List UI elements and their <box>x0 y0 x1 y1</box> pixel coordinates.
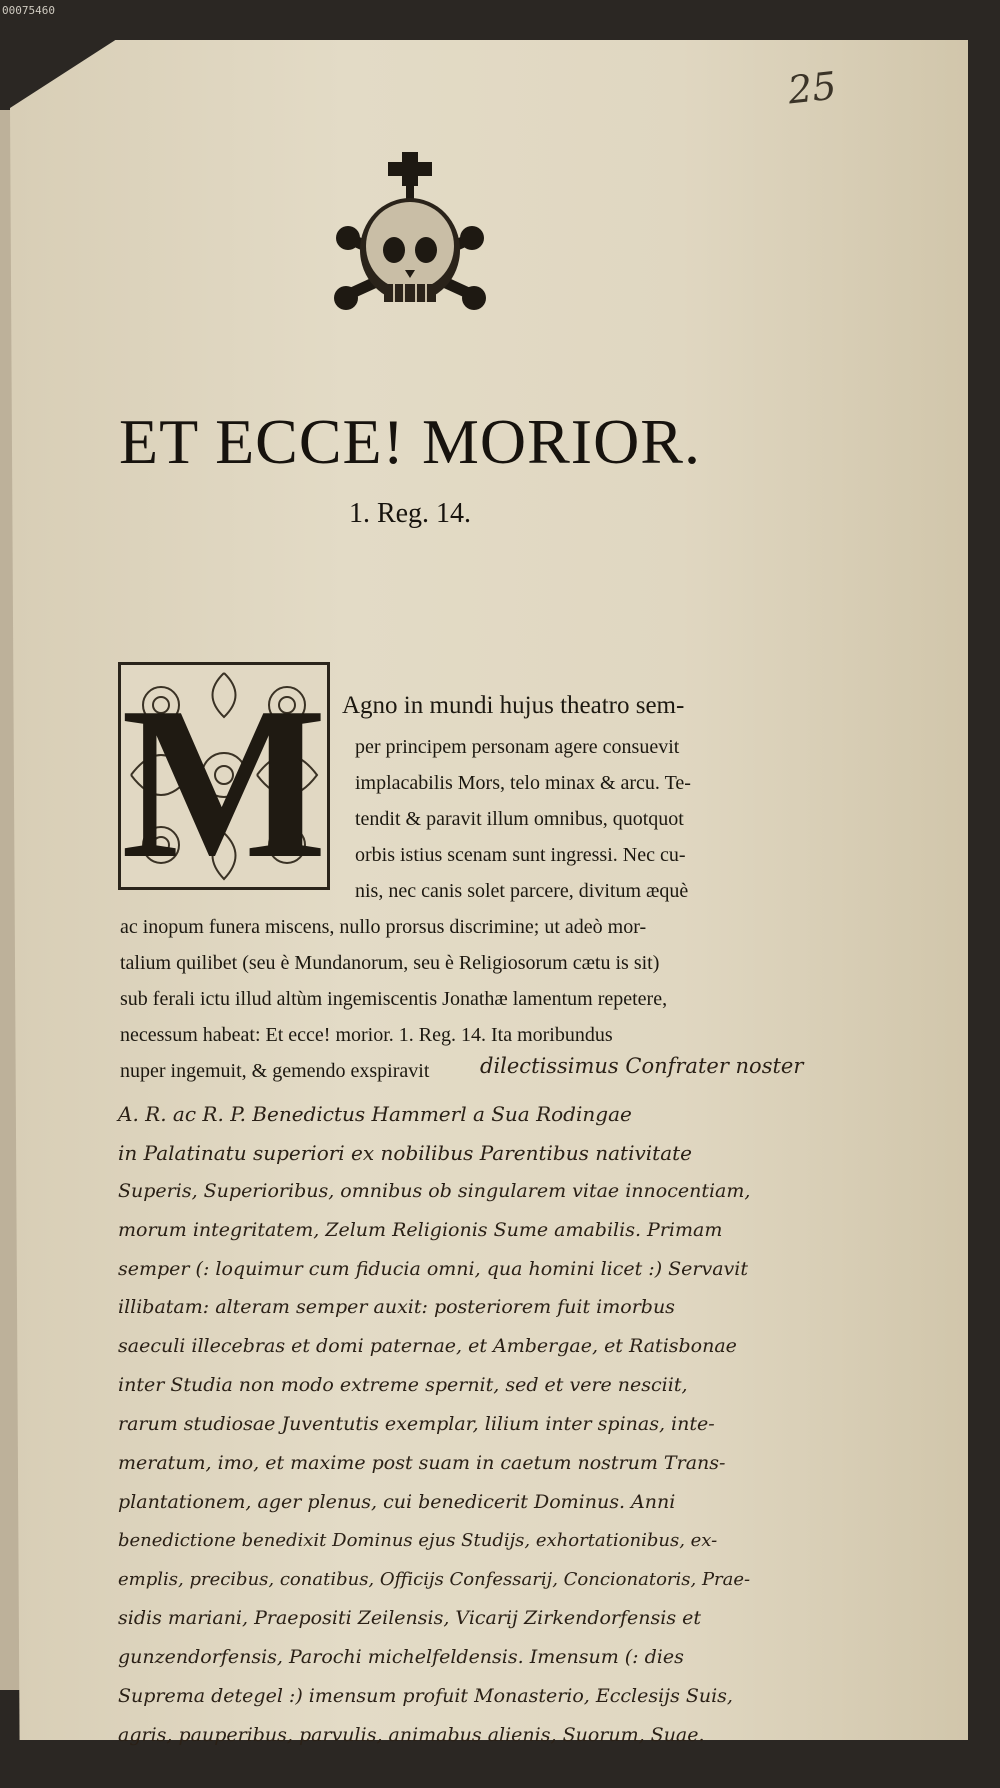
printed-line: talium quilibet (seu è Mundanorum, seu è Religiosorum cætu is sit) <box>120 952 660 974</box>
handwritten-line: morum integritatem, Zelum Religionis Sume amabilis. Primam <box>118 1219 723 1241</box>
handwritten-line: sidis mariani, Praepositi Zeilensis, Vicarij Zirkendorfensis et <box>118 1607 702 1629</box>
scripture-reference: 1. Reg. 14. <box>348 498 472 529</box>
handwritten-line: agris, pauperibus, parvulis, animabus alienis, Suorum, Suae. <box>118 1724 705 1746</box>
handwritten-line: rarum studiosae Juventutis exemplar, lilium inter spinas, inte- <box>118 1413 715 1435</box>
handwritten-line: in Palatinatu superiori ex nobilibus Parentibus nativitate <box>118 1141 693 1165</box>
page-title: ET ECCE! MORIOR. <box>119 406 701 477</box>
handwritten-line: gunzendorfensis, Parochi michelfeldensis. Imensum (: dies <box>118 1646 684 1668</box>
handwritten-line: meratum, imo, et maxime post suam in caetum nostrum Trans- <box>118 1452 726 1474</box>
printed-line: nis, nec canis solet parcere, divitum æquè <box>355 880 689 902</box>
handwritten-line: semper (: loquimur cum fiducia omni, qua homini licet :) Servavit <box>118 1258 749 1280</box>
printed-line: per principem personam agere consuevit <box>355 736 680 758</box>
handwritten-line: inter Studia non modo extreme spernit, sed et vere nesciit, <box>118 1374 688 1396</box>
printed-line: sub ferali ictu illud altùm ingemiscentis Jonathæ lamentum repetere, <box>120 988 668 1010</box>
skull-crossbones-emblem <box>310 150 510 350</box>
handwritten-line: Superis, Superioribus, omnibus ob singularem vitae innocentiam, <box>118 1180 751 1202</box>
printed-line: ac inopum funera miscens, nullo prorsus discrimine; ut adeò mor- <box>120 916 647 938</box>
scan-id-label: 00075460 <box>2 4 55 17</box>
handwritten-line: saeculi illecebras et domi paternae, et Ambergae, et Ratisbonae <box>118 1335 737 1357</box>
handwritten-line: illibatam: alteram semper auxit: posteriorem fuit imorbus <box>118 1296 675 1318</box>
printed-line: necessum habeat: Et ecce! morior. 1. Reg. 14. Ita moribundus <box>120 1024 613 1046</box>
printed-line: tendit & paravit illum omnibus, quotquot <box>355 808 684 830</box>
handwritten-line: dilectissimus Confrater noster <box>480 1054 804 1078</box>
initial-letter: M <box>121 663 327 904</box>
folio-number: 25 <box>785 63 839 113</box>
decorated-initial-m <box>118 662 330 904</box>
handwritten-line: plantationem, ager plenus, cui benedicerit Dominus. Anni <box>118 1491 676 1513</box>
printed-line: orbis istius scenam sunt ingressi. Nec cu- <box>355 844 686 866</box>
printed-line: nuper ingemuit, & gemendo exspiravit <box>120 1060 430 1082</box>
handwritten-line: Suprema detegel :) imensum profuit Monasterio, Ecclesijs Suis, <box>118 1685 733 1707</box>
handwritten-line: emplis, precibus, conatibus, Officijs Confessarij, Concionatoris, Prae- <box>118 1569 751 1590</box>
handwritten-line: A. R. ac R. P. Benedictus Hammerl a Sua Rodingae <box>118 1102 632 1126</box>
handwritten-line: benedictione benedixit Dominus ejus Studijs, exhortationibus, ex- <box>118 1530 718 1551</box>
printed-line: implacabilis Mors, telo minax & arcu. Te- <box>355 772 691 794</box>
printed-line: Agno in mundi hujus theatro sem- <box>342 692 685 719</box>
